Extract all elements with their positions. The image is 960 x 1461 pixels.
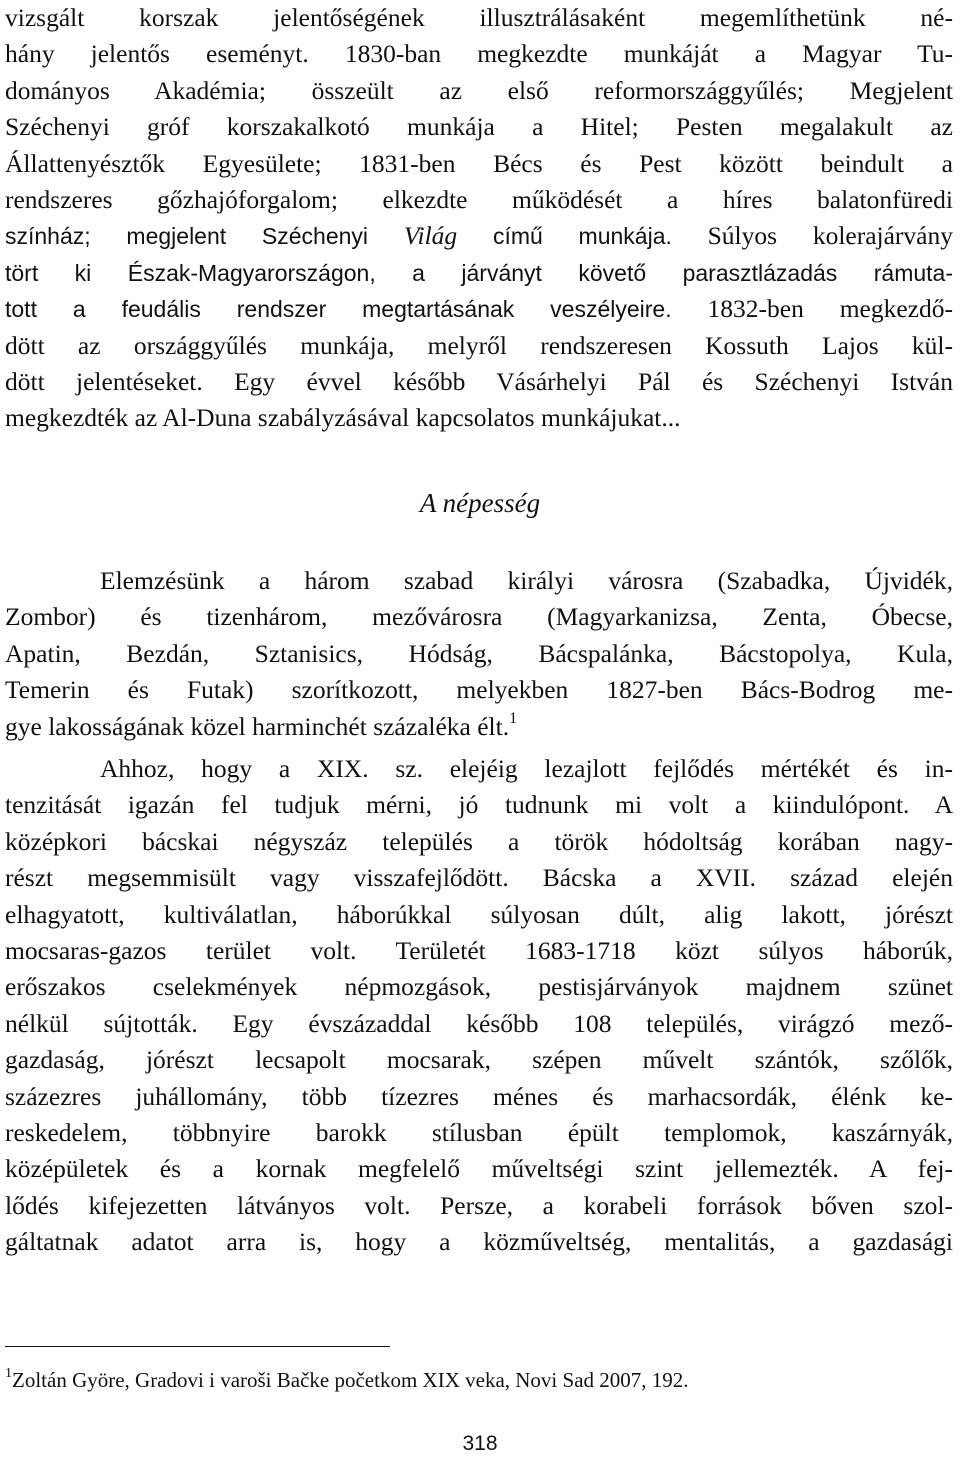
text-line: Zombor) és tizenhárom, mezővárosra (Magyarkanizsa, Zenta, Óbecse, [5, 602, 953, 632]
text-line: Ahhoz, hogy a XIX. sz. elejéig lezajlott fejlődés mértékét és in- [100, 754, 953, 783]
text-line: rendszeres gőzhajóforgalom; elkezdte működését a híres balatonfüredi [5, 185, 953, 214]
text-fragment: gye lakosságának közel harminchét százaléka élt. [5, 711, 510, 741]
text-line: mocsaras-gazos terület volt. Területét 1683-1718 közt súlyos háborúk, [5, 936, 953, 965]
text-line: dött jelentéseket. Egy évvel később Vásárhelyi Pál és Széchenyi István [5, 367, 953, 396]
text-line: vizsgált korszak jelentőségének illusztrálásaként megemlíthetünk né- [5, 3, 953, 32]
footnote-text: Zoltán Györe, Gradovi i varoši Bačke početkom XIX veka, Novi Sad 2007, 192. [12, 1368, 689, 1392]
text-line: dött az országgyűlés munkája, melyről rendszeresen Kossuth Lajos kül- [5, 330, 953, 360]
footnote-separator [5, 1346, 390, 1347]
text-line: középületek és a kornak megfelelő műveltségi szint jellemezték. A fej- [5, 1154, 953, 1184]
text-line: erőszakos cselekmények népmozgások, pestisjárványok majdnem szünet [5, 972, 953, 1002]
text-fragment: Súlyos kolerajárvány [671, 221, 953, 251]
text-line: megkezdték az Al-Duna szabályzásával kapcsolatos munkájukat... [5, 403, 681, 433]
text-line: hány jelentős eseményt. 1830-ban megkezdte munkáját a Magyar Tu- [5, 39, 953, 69]
text-fragment: 1832-ben megkezdő- [671, 294, 953, 324]
text-line: dományos Akadémia; összeült az első reformországgyűlés; Megjelent [5, 75, 953, 105]
text-line: százezres juhállomány, több tízezres ménes és marhacsordák, élénk ke- [5, 1081, 953, 1111]
footnote-number: 1 [5, 1366, 12, 1381]
text-line: gazdaság, jórészt lecsapolt mocsarak, szépen művelt szántók, szőlők, [5, 1045, 953, 1075]
footnote-reference[interactable]: 1 [509, 709, 518, 727]
footnote [5, 1366, 945, 1394]
section-title: A népesség [419, 488, 541, 518]
text-line: Temerin és Futak) szorítkozott, melyekben 1827-ben Bács-Bodrog me- [5, 675, 953, 705]
text-line: lődés kifejezetten látványos volt. Persze, a korabeli források bőven szol- [5, 1190, 953, 1220]
text-line: részt megsemmisült vagy visszafejlődött. Bácska a XVII. század elején [5, 863, 953, 893]
text-fragment: című munkája. [457, 223, 672, 250]
text-fragment: tott a feudális rendszer megtartásának veszélyeire. [5, 296, 672, 323]
text-line: gáltatnak adatot arra is, hogy a közműveltség, mentalitás, a gazdasági [5, 1227, 953, 1257]
text-line [5, 709, 953, 745]
page-number: 318 [462, 1432, 498, 1455]
text-line: Állattenyésztők Egyesülete; 1831-ben Bécs és Pest között beindult a [5, 148, 953, 178]
text-line: Apatin, Bezdán, Sztanisics, Hódság, Bácspalánka, Bácstopolya, Kula, [5, 638, 953, 668]
book-title-vilag: Világ [403, 221, 458, 251]
text-line [5, 218, 953, 254]
text-line: tört ki Észak-Magyarországon, a járványt követő parasztlázadás rámuta- [5, 259, 953, 286]
text-line: középkori bácskai négyszáz település a török hódoltság korában nagy- [5, 826, 953, 856]
text-line: tenzitását igazán fel tudjuk mérni, jó tudnunk mi volt a kiindulópont. A [5, 790, 953, 820]
text-line: Széchenyi gróf korszakalkotó munkája a Hitel; Pesten megalakult az [5, 112, 953, 142]
text-line: elhagyatott, kultiválatlan, háborúkkal súlyosan dúlt, alig lakott, jórészt [5, 899, 953, 929]
text-line [5, 291, 953, 327]
text-line: nélkül sújtották. Egy évszázaddal később 108 település, virágzó mező- [5, 1008, 953, 1038]
text-line: reskedelem, többnyire barokk stílusban épült templomok, kaszárnyák, [5, 1118, 953, 1147]
text-line: Elemzésünk a három szabad királyi városra (Szabadka, Újvidék, [100, 566, 953, 595]
text-fragment: színház; megjelent Széchenyi [5, 223, 404, 250]
